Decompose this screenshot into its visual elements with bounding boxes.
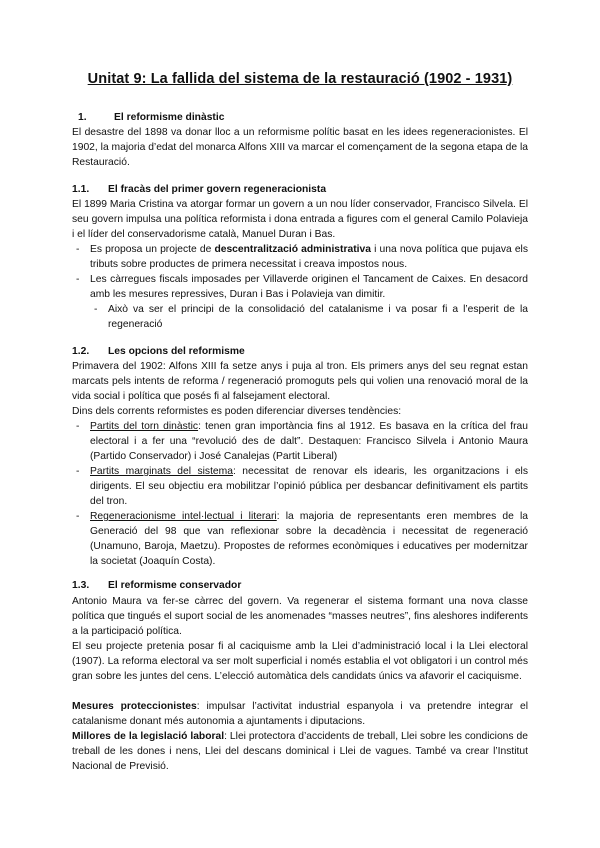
section-title: Les opcions del reformisme bbox=[108, 346, 245, 357]
section-title: El reformisme dinàstic bbox=[114, 112, 225, 123]
section-1-3-paragraph-4: Millores de la legislació laboral: Llei protectora d’accidents de treball, Llei sobre les condicions de treball de les dones i nens, Llei del descans dominical i Llei de vagues. També va crear l’Institut Nacional de Previsió. bbox=[72, 731, 528, 772]
section-1-2-heading bbox=[72, 345, 245, 359]
section-1-3-paragraph-2: El seu projecte pretenia posar fi al caciquisme amb la Llei d’administració local i la Llei electoral (1907). La reforma electoral va ser molt superficial i només establia el vot obligatori i un control més gran sobre les juntes del cens. L’elecció automàtica dels candidats únics va afavorir el caciquisme. bbox=[72, 641, 528, 682]
section-1-1-heading bbox=[72, 183, 326, 197]
section-1-paragraph: El desastre del 1898 va donar lloc a un reformisme polític basat en les idees regeneracionistes. El 1902, la majoria d’edat del monarca Alfons XIII va marcar el començament de la segona etapa de la Restauració. bbox=[72, 127, 528, 168]
page-title: Unitat 9: La fallida del sistema de la restauració (1902 - 1931) bbox=[87, 71, 513, 87]
document-page: Unitat 9: La fallida del sistema de la restauració (1902 - 1931) 1. El reformisme dinàstic El desastre del 1898 va donar lloc a un reformisme polític basat en les idees regeneracionistes. El 1902, la majoria d’edat del monarca Alfons XIII va marcar el començament de la segona etapa de la Restauració. 1.1. El fracàs del primer govern regeneracionista El 1899 Maria Cristina va atorgar formar un govern a un nou líder conservador, Francisco Silvela. El seu govern impulsa una política reformista i dona entrada a figures com el general Camilo Polavieja i el líder del conservadorisme català, Manuel Duran i Bas. - Es proposa un projecte de descentralització administrativa i una nova política que pujava els tributs sobre productes de primera necessitat i creava impostos nous. - Les càrregues fiscals imposades per Villaverde originen el Tancament de Caixes. En desacord amb les mesures repressives, Duran i Bas i Polavieja van dimitir. - Això va ser el principi de la consolidació del catalanisme i va posar fi a l’esperit de la regeneració 1.2. Les opcions del reformisme Primavera del 1902: Alfons XIII fa setze anys i puja al tron. Els primers anys del seu regnat estan marcats pels intents de reforma / regeneració promoguts pels qui volien una renovació moral de la vida social i política que posés fi al falsejament electoral. Dins dels corrents reformistes es poden diferenciar diverses tendències: - Partits del torn dinàstic: tenen gran importància fins al 1912. Es basava en la crítica del frau electoral i a fer una “revolució des de dalt”. Destaquen: Francisco Silvela i Antonio Maura (Partido Conservador) i José Canalejas (Partit Liberal) - Partits marginats del sistema: necessitat de renovar els idearis, les organitzacions i els dirigents. El seu objectiu era mobilitzar l’opinió pública per desbancar definitivament els partits del tron. - Regeneracionisme intel·lectual i literari: la majoria de representants eren membres de la Generació del 98 que van reflexionar sobre la decadència i necessitat de regeneració (Unamuno, Baroja, Maetzu). Propostes de reformes econòmiques i educatives per modernitzar la societat (Joaquín Costa). 1.3. El reformisme conservador Antonio Maura va fer-se càrrec del govern. Va regenerar el sistema formant una nova classe política que tingués el suport social de les anomenades “masses neutres”, fins aleshores indiferents a la participació política. El seu projecte pretenia posar fi al caciquisme amb la Llei d’administració local i la Llei electoral (1907). La reforma electoral va ser molt superficial i només establia el vot obligatori i un control més gran sobre les juntes del cens. L’elecció automàtica dels candidats únics va afavorir el caciquisme. Mesures proteccionistes: impulsar l’activitat industrial espanyola i va pretendre integrar el catalanisme donant més autonomia a ajuntaments i diputacions. Millores de la legislació laboral: Llei protectora d’accidents de treball, Llei sobre les condicions de treball de les dones i nens, Llei del descans dominical i Llei de vagues. També va crear l’Institut Nacional de Previsió. bbox=[0, 0, 600, 848]
section-1-3-paragraph: Antonio Maura va fer-se càrrec del govern. Va regenerar el sistema formant una nova classe política que tingués el suport social de les anomenades “masses neutres”, fins aleshores indiferents a la participació política. bbox=[72, 596, 528, 637]
section-1-1-paragraph: El 1899 Maria Cristina va atorgar formar un govern a un nou líder conservador, Francisco Silvela. El seu govern impulsa una política reformista i dona entrada a figures com el general Camilo Polavieja i el líder del conservadorisme català, Manuel Duran i Bas. bbox=[72, 199, 528, 240]
section-1-2-paragraph: Primavera del 1902: Alfons XIII fa setze anys i puja al tron. Els primers anys del seu regnat estan marcats pels intents de reforma / regeneració promoguts pels qui volien una renovació moral de la vida social i política que posés fi al falsejament electoral. bbox=[72, 361, 528, 402]
section-1-3-paragraph-3: Mesures proteccionistes: impulsar l’activitat industrial espanyola i va pretendre integrar el catalanisme donant més autonomia a ajuntaments i diputacions. bbox=[72, 701, 529, 727]
section-1-2-intro: Dins dels corrents reformistes es poden diferenciar diverses tendències: bbox=[72, 406, 402, 417]
section-title: El reformisme conservador bbox=[108, 580, 242, 591]
section-number: 1.3. bbox=[72, 580, 90, 591]
section-title: El fracàs del primer govern regeneracionista bbox=[108, 184, 327, 195]
section-1-heading bbox=[78, 111, 224, 125]
section-number: 1.2. bbox=[72, 346, 90, 357]
section-number: 1. bbox=[78, 112, 87, 123]
section-1-3-heading bbox=[72, 579, 241, 593]
section-number: 1.1. bbox=[72, 184, 90, 195]
